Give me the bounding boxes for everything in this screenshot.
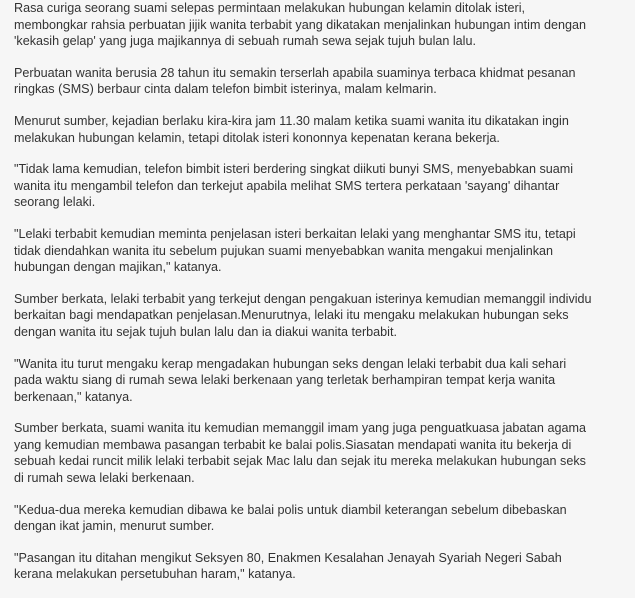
text-line: dengan wanita itu sejak tujuh bulan lalu dan ia diakui wanita terbabit.	[14, 324, 397, 339]
paragraph-7	[14, 356, 630, 406]
text-line: seorang lelaki.	[14, 195, 96, 210]
paragraph-3	[14, 113, 630, 146]
paragraph-10	[14, 550, 630, 583]
text-line: kerana melakukan persetubuhan haram," katanya.	[14, 567, 296, 582]
text-line: "Wanita itu turut mengaku kerap mengadakan hubungan seks dengan lelaki terbabit dua kali sehari	[14, 356, 567, 371]
text-line: dengan ikat jamin, menurut sumber.	[14, 519, 215, 534]
paragraph-2	[14, 65, 630, 98]
text-line: membongkar rahsia perbuatan jijik wanita terbabit yang dikatakan menjalinkan hubungan intim dengan	[14, 17, 586, 32]
text-line: "Lelaki terbabit kemudian meminta penjelasan isteri berkaitan lelaki yang menghantar SMS itu, tetapi	[14, 226, 576, 241]
text-line: Sumber berkata, suami wanita itu kemudian memanggil imam yang juga penguatkuasa jabatan agama	[14, 421, 586, 436]
paragraph-5	[14, 226, 630, 276]
text-line: Sumber berkata, lelaki terbabit yang terkejut dengan pengakuan isterinya kemudian memanggil individu	[14, 291, 592, 306]
paragraph-1	[14, 0, 630, 50]
paragraph-9	[14, 502, 630, 535]
paragraph-4	[14, 161, 630, 211]
text-line: sebuah kedai runcit milik lelaki terbabit sejak Mac lalu dan sejak itu mereka melakukan hubungan seks	[14, 454, 586, 469]
text-line: tidak diendahkan wanita itu sebelum pujukan suami menyebabkan wanita mengakui menjalinkan	[14, 243, 554, 258]
paragraph-6	[14, 291, 630, 341]
text-line: "Kedua-dua mereka kemudian dibawa ke balai polis untuk diambil keterangan sebelum dibebaskan	[14, 502, 567, 517]
text-line: pada waktu siang di rumah sewa lelaki berkenaan yang terletak berhampiran tempat kerja wanita	[14, 373, 556, 388]
text-line: Menurut sumber, kejadian berlaku kira-kira jam 11.30 malam ketika suami wanita itu dikatakan ingin	[14, 113, 569, 128]
text-line: "Tidak lama kemudian, telefon bimbit isteri berdering singkat diikuti bunyi SMS, menyebabkan suami	[14, 162, 574, 177]
text-line: hubungan dengan majikan," katanya.	[14, 260, 222, 275]
text-line: Rasa curiga seorang suami selepas permintaan melakukan hubungan kelamin ditolak isteri,	[14, 1, 526, 15]
paragraph-8	[14, 420, 630, 486]
text-line: yang kemudian membawa pasangan terbabit ke balai polis.Siasatan mendapati wanita itu bekerja di	[14, 437, 572, 452]
text-line: ringkas (SMS) berbaur cinta dalam telefon bimbit isterinya, malam kelmarin.	[14, 82, 437, 97]
text-line: wanita itu mengambil telefon dan terkejut apabila melihat SMS tertera perkataan 'sayang' dihantar	[14, 178, 560, 193]
article-body	[14, 0, 630, 598]
text-line: Perbuatan wanita berusia 28 tahun itu semakin terserlah apabila suaminya terbaca khidmat pesanan	[14, 65, 576, 80]
text-line: melakukan hubungan kelamin, tetapi ditolak isteri kononnya kepenatan kerana bekerja.	[14, 130, 500, 145]
text-line: berkenaan," katanya.	[14, 389, 133, 404]
text-line: di rumah sewa lelaki berkenaan.	[14, 471, 195, 486]
text-line: berkaitan bagi mendapatkan penjelasan.Menurutnya, lelaki itu mengaku melakukan hubungan seks	[14, 308, 569, 323]
text-line: "Pasangan itu ditahan mengikut Seksyen 80, Enakmen Kesalahan Jenayah Syariah Negeri Sabah	[14, 550, 562, 565]
text-line: 'kekasih gelap' yang juga majikannya di sebuah rumah sewa sejak tujuh bulan lalu.	[14, 34, 476, 49]
